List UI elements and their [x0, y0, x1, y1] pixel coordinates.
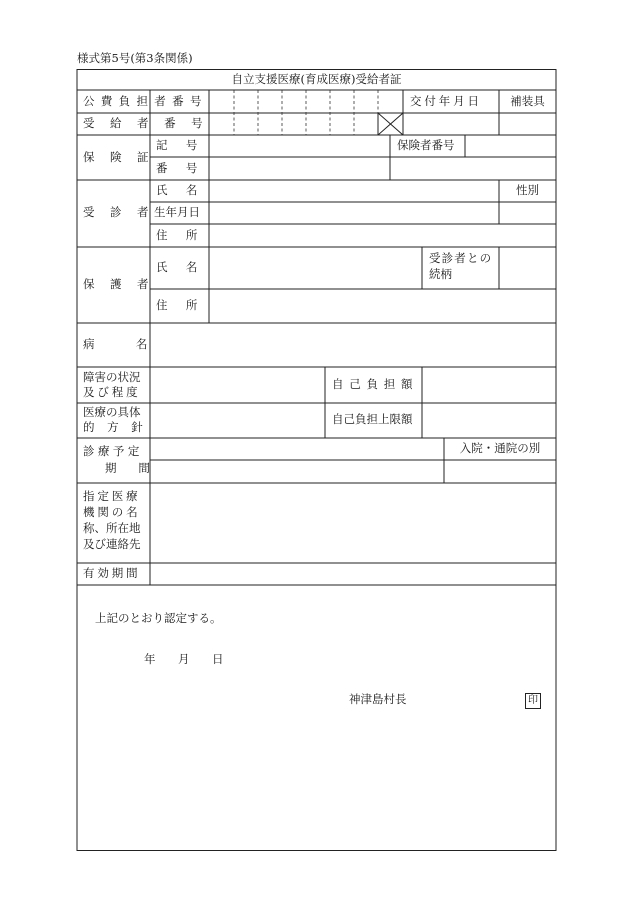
- label-treatment-line1: 医療の具体: [83, 405, 141, 419]
- label-self-pay-limit: 自己負担上限額: [332, 412, 413, 426]
- page-title: 自立支援医療(育成医療)受給者証: [231, 72, 402, 86]
- recipient-number-field[interactable]: [209, 113, 378, 135]
- label-institution-line3: 称、所在地: [83, 521, 141, 535]
- label-inpatient-outpatient: 入院・通院の別: [459, 441, 541, 455]
- label-schedule-line1: 診療予定: [83, 444, 143, 458]
- patient-address-field[interactable]: [209, 224, 556, 247]
- label-prosthesis: 補装具: [510, 94, 545, 108]
- label-institution-line4: 及び連絡先: [83, 537, 141, 551]
- label-guardian: 保護者: [83, 277, 165, 291]
- label-disability-line1: 障害の状況: [83, 370, 141, 384]
- payer-number-field[interactable]: [209, 90, 403, 113]
- label-institution-line1: 指定医療: [83, 489, 141, 503]
- birthdate-field[interactable]: [209, 202, 499, 224]
- insurer-number-field[interactable]: [465, 135, 556, 157]
- date-month: 月: [178, 652, 190, 666]
- schedule-field[interactable]: [150, 438, 444, 483]
- disease-name-field[interactable]: [150, 323, 556, 367]
- insurance-number-field[interactable]: [209, 157, 390, 180]
- relationship-field[interactable]: [499, 247, 556, 289]
- seal-stamp: 印: [525, 693, 541, 709]
- treatment-field[interactable]: [150, 403, 325, 438]
- label-insurance-card: 保険証: [83, 150, 165, 164]
- label-relationship-line2: 続柄: [429, 267, 452, 281]
- validity-field[interactable]: [150, 563, 556, 585]
- form-number: 様式第5号(第3条関係): [77, 51, 193, 65]
- inpatient-outpatient-field[interactable]: [444, 460, 556, 483]
- issuer-name: 神津島村長: [349, 692, 407, 706]
- guardian-address-field[interactable]: [209, 289, 556, 323]
- label-disease-name: 病名: [83, 337, 189, 351]
- label-guardian-address: 住所: [156, 298, 216, 312]
- label-recipient-number: 受給者番号: [83, 116, 219, 130]
- label-disability-line2: 及び程度: [83, 385, 141, 399]
- prosthesis-field[interactable]: [499, 113, 556, 135]
- label-relationship-line1: 受診者との: [429, 251, 493, 265]
- label-payer-number: 公費負担者番号: [83, 94, 208, 108]
- label-guardian-name: 氏名: [156, 260, 216, 274]
- label-patient-address: 住所: [156, 228, 216, 242]
- label-schedule-line2: 期間: [105, 461, 172, 475]
- label-self-pay: 自己負担額: [332, 377, 419, 391]
- institution-field[interactable]: [150, 483, 556, 563]
- guardian-name-field[interactable]: [209, 247, 422, 289]
- insurance-symbol-field[interactable]: [209, 135, 390, 157]
- label-insurer-number: 保険者番号: [397, 138, 455, 152]
- patient-name-field[interactable]: [209, 180, 499, 202]
- label-symbol: 記号: [156, 138, 216, 152]
- date-day: 日: [212, 652, 224, 666]
- label-institution-line2: 機関の名: [83, 505, 141, 519]
- disability-field[interactable]: [150, 367, 325, 403]
- label-issue-date: 交付年月日: [410, 94, 482, 108]
- label-treatment-line2: 的方針: [83, 420, 156, 434]
- self-pay-limit-field[interactable]: [422, 403, 556, 438]
- label-birthdate: 生年月日: [154, 205, 200, 219]
- label-patient-name: 氏名: [156, 183, 216, 197]
- gender-field[interactable]: [499, 202, 556, 224]
- label-number: 番号: [156, 161, 216, 175]
- label-gender: 性別: [516, 183, 539, 197]
- certification-text: 上記のとおり認定する。: [95, 611, 222, 625]
- date-year: 年: [144, 652, 156, 666]
- self-pay-field[interactable]: [422, 367, 556, 403]
- issue-date-field[interactable]: [403, 113, 499, 135]
- label-validity: 有効期間: [83, 566, 141, 580]
- label-patient: 受診者: [83, 205, 165, 219]
